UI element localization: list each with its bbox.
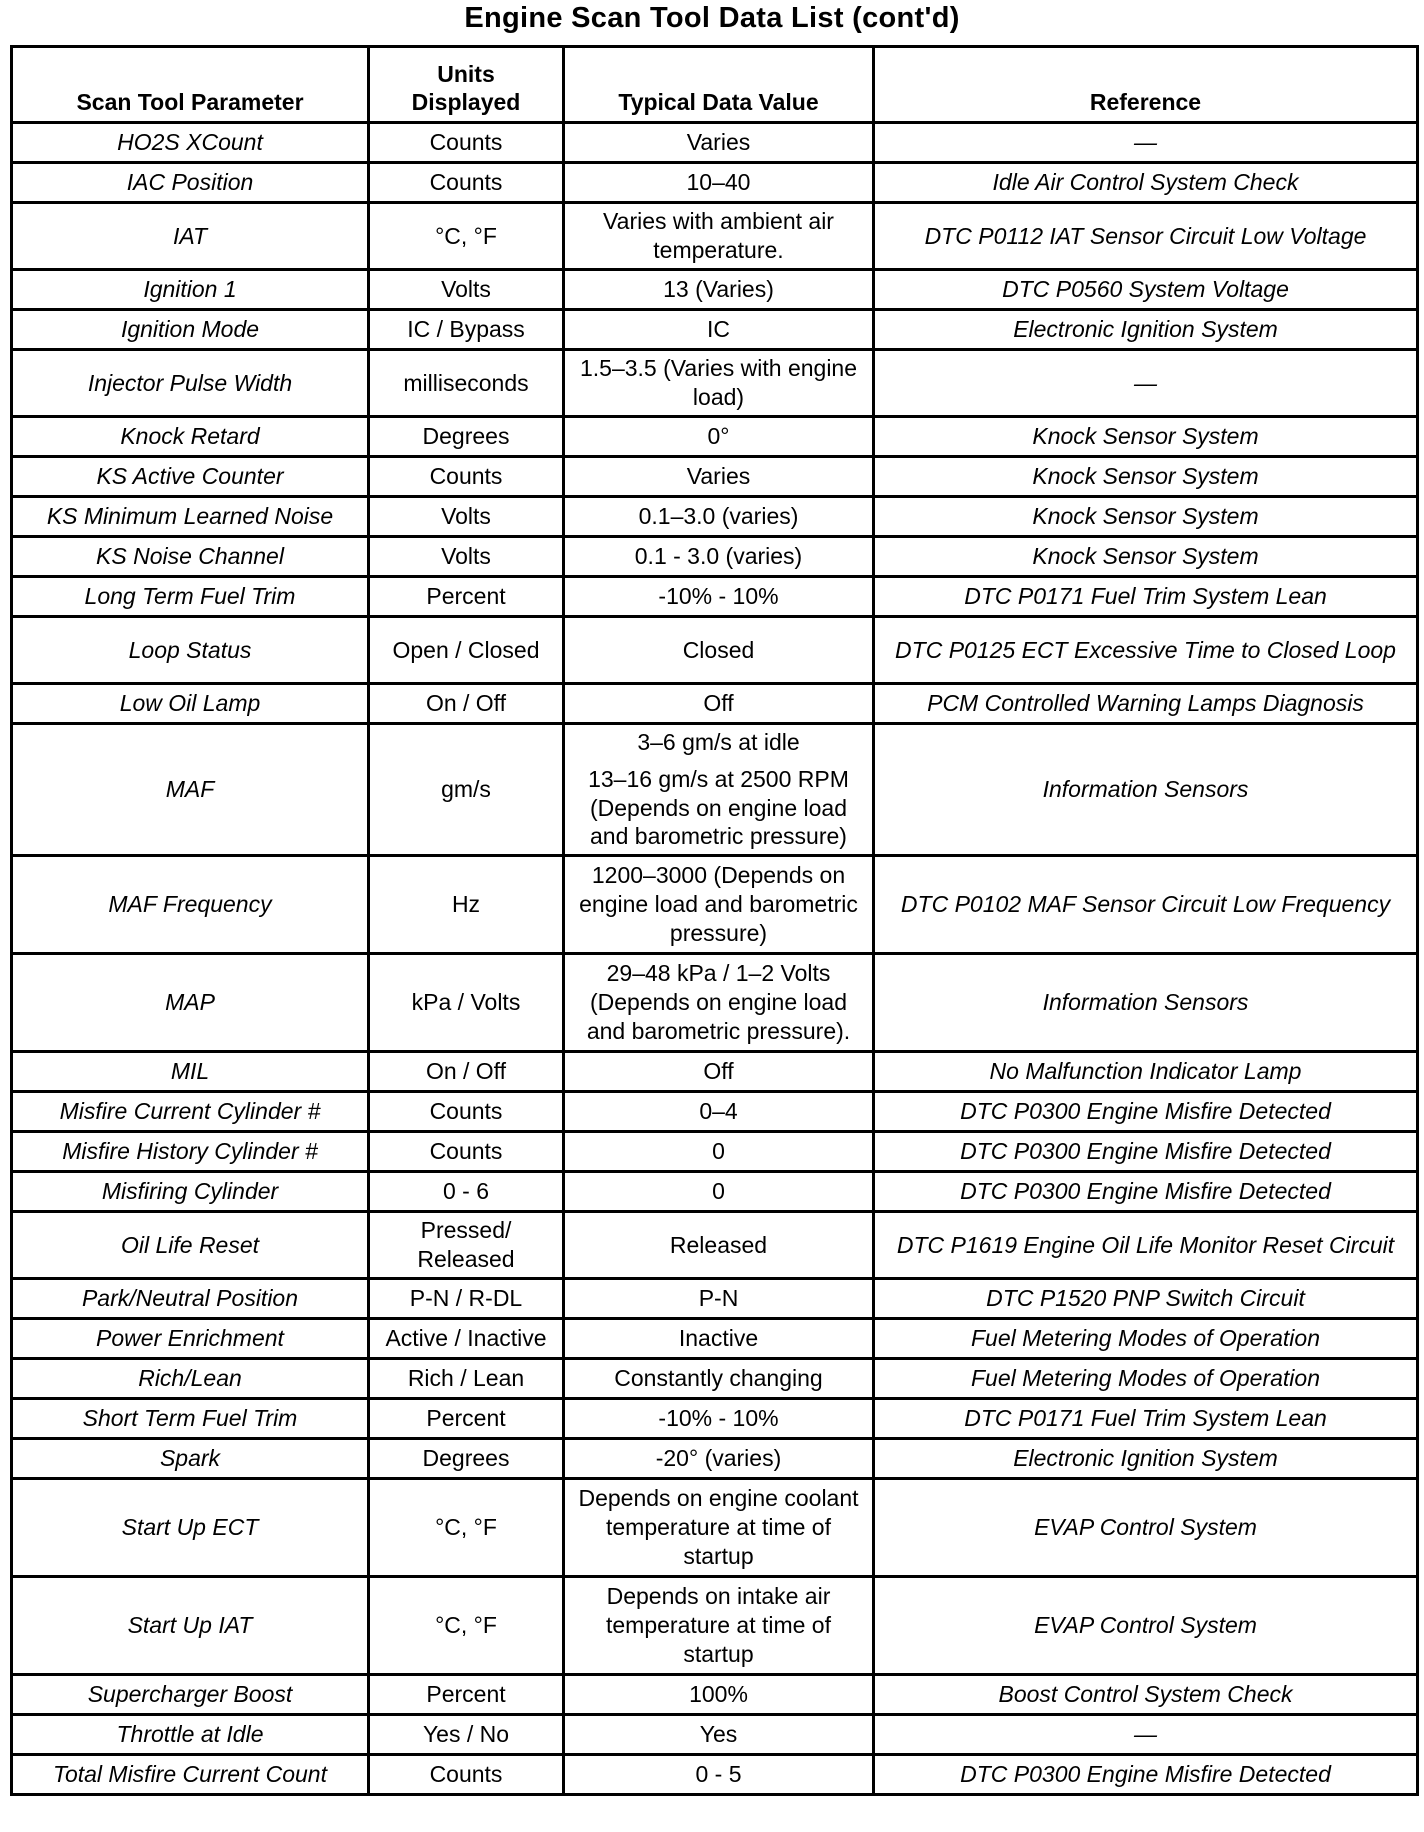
param-cell: Spark bbox=[12, 1439, 369, 1479]
typical-value-cell: 0.1 - 3.0 (varies) bbox=[564, 537, 874, 577]
table-row bbox=[12, 1052, 1418, 1092]
param-cell: KS Noise Channel bbox=[12, 537, 369, 577]
reference-cell: DTC P0560 System Voltage bbox=[874, 270, 1418, 310]
reference-cell: DTC P0171 Fuel Trim System Lean bbox=[874, 1399, 1418, 1439]
reference-cell: DTC P0300 Engine Misfire Detected bbox=[874, 1092, 1418, 1132]
param-cell: Oil Life Reset bbox=[12, 1212, 369, 1279]
units-cell: Counts bbox=[369, 163, 564, 203]
column-header-reference: Reference bbox=[874, 47, 1418, 123]
typical-value-cell: Depends on engine coolant temperature at time of startup bbox=[564, 1479, 874, 1577]
reference-cell: Electronic Ignition System bbox=[874, 1439, 1418, 1479]
units-cell: Hz bbox=[369, 856, 564, 954]
table-row bbox=[12, 1319, 1418, 1359]
typical-value-cell: 1.5–3.5 (Varies with engine load) bbox=[564, 350, 874, 417]
typical-value-cell: 29–48 kPa / 1–2 Volts (Depends on engine load and barometric pressure). bbox=[564, 954, 874, 1052]
typical-value-cell: 1200–3000 (Depends on engine load and barometric pressure) bbox=[564, 856, 874, 954]
typical-value-cell: 0 - 5 bbox=[564, 1755, 874, 1795]
typical-value-line: 13–16 gm/s at 2500 RPM (Depends on engine load and barometric pressure) bbox=[588, 765, 849, 850]
table-row bbox=[12, 270, 1418, 310]
units-cell: Degrees bbox=[369, 1439, 564, 1479]
param-cell: Injector Pulse Width bbox=[12, 350, 369, 417]
table-row bbox=[12, 1479, 1418, 1577]
typical-value-cell: -20° (varies) bbox=[564, 1439, 874, 1479]
column-header-param: Scan Tool Parameter bbox=[12, 47, 369, 123]
param-cell: Throttle at Idle bbox=[12, 1715, 369, 1755]
units-cell: On / Off bbox=[369, 684, 564, 724]
param-cell: Knock Retard bbox=[12, 417, 369, 457]
reference-cell: Knock Sensor System bbox=[874, 457, 1418, 497]
units-cell: Percent bbox=[369, 577, 564, 617]
typical-value-cell: 0° bbox=[564, 417, 874, 457]
typical-value-cell: 0–4 bbox=[564, 1092, 874, 1132]
typical-value-cell: 0 bbox=[564, 1132, 874, 1172]
param-cell: MAP bbox=[12, 954, 369, 1052]
units-cell: °C, °F bbox=[369, 1577, 564, 1675]
reference-cell: Boost Control System Check bbox=[874, 1675, 1418, 1715]
table-row bbox=[12, 577, 1418, 617]
reference-cell: Electronic Ignition System bbox=[874, 310, 1418, 350]
typical-value-cell: Varies bbox=[564, 123, 874, 163]
table-row bbox=[12, 457, 1418, 497]
typical-value-cell: Constantly changing bbox=[564, 1359, 874, 1399]
typical-value-cell: P-N bbox=[564, 1279, 874, 1319]
column-header-typical: Typical Data Value bbox=[564, 47, 874, 123]
reference-cell: DTC P0125 ECT Excessive Time to Closed Loop bbox=[874, 617, 1418, 684]
table-row bbox=[12, 954, 1418, 1052]
param-cell: Supercharger Boost bbox=[12, 1675, 369, 1715]
header-row bbox=[12, 47, 1418, 123]
table-row bbox=[12, 1212, 1418, 1279]
table-row bbox=[12, 724, 1418, 856]
units-cell: Percent bbox=[369, 1675, 564, 1715]
units-cell: Yes / No bbox=[369, 1715, 564, 1755]
typical-value-cell: Closed bbox=[564, 617, 874, 684]
table-row bbox=[12, 1172, 1418, 1212]
reference-cell: Idle Air Control System Check bbox=[874, 163, 1418, 203]
table-row bbox=[12, 1715, 1418, 1755]
units-cell: Volts bbox=[369, 537, 564, 577]
table-row bbox=[12, 1675, 1418, 1715]
reference-cell: — bbox=[874, 123, 1418, 163]
reference-cell: Fuel Metering Modes of Operation bbox=[874, 1359, 1418, 1399]
column-header-units bbox=[369, 47, 564, 123]
param-cell: MAF Frequency bbox=[12, 856, 369, 954]
reference-cell: Information Sensors bbox=[874, 724, 1418, 856]
typical-value-line: 3–6 gm/s at idle bbox=[637, 729, 800, 755]
units-cell: On / Off bbox=[369, 1052, 564, 1092]
units-cell: P-N / R-DL bbox=[369, 1279, 564, 1319]
reference-cell: Fuel Metering Modes of Operation bbox=[874, 1319, 1418, 1359]
param-cell: Park/Neutral Position bbox=[12, 1279, 369, 1319]
param-cell: Short Term Fuel Trim bbox=[12, 1399, 369, 1439]
reference-cell: DTC P0112 IAT Sensor Circuit Low Voltage bbox=[874, 203, 1418, 270]
typical-value-cell: 0.1–3.0 (varies) bbox=[564, 497, 874, 537]
reference-cell: DTC P1619 Engine Oil Life Monitor Reset Circuit bbox=[874, 1212, 1418, 1279]
table-row bbox=[12, 856, 1418, 954]
units-cell: Counts bbox=[369, 1092, 564, 1132]
units-cell: Active / Inactive bbox=[369, 1319, 564, 1359]
typical-value-cell: 13 (Varies) bbox=[564, 270, 874, 310]
typical-value-cell: IC bbox=[564, 310, 874, 350]
units-cell: Counts bbox=[369, 1132, 564, 1172]
reference-cell: Information Sensors bbox=[874, 954, 1418, 1052]
reference-cell: PCM Controlled Warning Lamps Diagnosis bbox=[874, 684, 1418, 724]
reference-cell: No Malfunction Indicator Lamp bbox=[874, 1052, 1418, 1092]
units-cell: Counts bbox=[369, 123, 564, 163]
table-row bbox=[12, 1092, 1418, 1132]
typical-value-cell bbox=[564, 724, 874, 856]
param-cell: MIL bbox=[12, 1052, 369, 1092]
param-cell: Start Up IAT bbox=[12, 1577, 369, 1675]
param-cell: Start Up ECT bbox=[12, 1479, 369, 1577]
column-header-units-line1: Units bbox=[437, 60, 495, 87]
typical-value-cell: Depends on intake air temperature at time of startup bbox=[564, 1577, 874, 1675]
table-row bbox=[12, 203, 1418, 270]
typical-value-cell: -10% - 10% bbox=[564, 577, 874, 617]
units-cell: Counts bbox=[369, 457, 564, 497]
table-row bbox=[12, 537, 1418, 577]
units-cell: Open / Closed bbox=[369, 617, 564, 684]
typical-value-cell: Off bbox=[564, 1052, 874, 1092]
param-cell: Misfiring Cylinder bbox=[12, 1172, 369, 1212]
param-cell: IAC Position bbox=[12, 163, 369, 203]
param-cell: Total Misfire Current Count bbox=[12, 1755, 369, 1795]
reference-cell: EVAP Control System bbox=[874, 1577, 1418, 1675]
typical-value-cell: -10% - 10% bbox=[564, 1399, 874, 1439]
typical-value-cell: Off bbox=[564, 684, 874, 724]
param-cell: Loop Status bbox=[12, 617, 369, 684]
units-cell: 0 - 6 bbox=[369, 1172, 564, 1212]
table-row bbox=[12, 350, 1418, 417]
reference-cell: — bbox=[874, 1715, 1418, 1755]
param-cell: Ignition 1 bbox=[12, 270, 369, 310]
table-row bbox=[12, 497, 1418, 537]
reference-cell: EVAP Control System bbox=[874, 1479, 1418, 1577]
typical-value-cell: Varies with ambient air temperature. bbox=[564, 203, 874, 270]
table-row bbox=[12, 163, 1418, 203]
page-title: Engine Scan Tool Data List (cont'd) bbox=[464, 2, 960, 34]
param-cell: Low Oil Lamp bbox=[12, 684, 369, 724]
reference-cell: DTC P0300 Engine Misfire Detected bbox=[874, 1132, 1418, 1172]
typical-value-cell: 100% bbox=[564, 1675, 874, 1715]
reference-cell: DTC P0102 MAF Sensor Circuit Low Frequency bbox=[874, 856, 1418, 954]
units-cell: Pressed/ Released bbox=[369, 1212, 564, 1279]
reference-cell: DTC P0171 Fuel Trim System Lean bbox=[874, 577, 1418, 617]
param-cell: Misfire History Cylinder # bbox=[12, 1132, 369, 1172]
param-cell: KS Active Counter bbox=[12, 457, 369, 497]
param-cell: Rich/Lean bbox=[12, 1359, 369, 1399]
reference-cell: DTC P0300 Engine Misfire Detected bbox=[874, 1755, 1418, 1795]
reference-cell: — bbox=[874, 350, 1418, 417]
table-row bbox=[12, 1359, 1418, 1399]
units-cell: Volts bbox=[369, 497, 564, 537]
units-cell: gm/s bbox=[369, 724, 564, 856]
typical-value-cell: Varies bbox=[564, 457, 874, 497]
table-row bbox=[12, 1755, 1418, 1795]
table-row bbox=[12, 617, 1418, 684]
param-cell: Ignition Mode bbox=[12, 310, 369, 350]
table-row bbox=[12, 1577, 1418, 1675]
units-cell: °C, °F bbox=[369, 1479, 564, 1577]
param-cell: HO2S XCount bbox=[12, 123, 369, 163]
units-cell: kPa / Volts bbox=[369, 954, 564, 1052]
scan-tool-data-table bbox=[10, 45, 1419, 1796]
units-cell: Volts bbox=[369, 270, 564, 310]
param-cell: KS Minimum Learned Noise bbox=[12, 497, 369, 537]
typical-value-cell: Yes bbox=[564, 1715, 874, 1755]
units-cell: °C, °F bbox=[369, 203, 564, 270]
units-cell: Percent bbox=[369, 1399, 564, 1439]
param-cell: Misfire Current Cylinder # bbox=[12, 1092, 369, 1132]
table-row bbox=[12, 1399, 1418, 1439]
reference-cell: Knock Sensor System bbox=[874, 497, 1418, 537]
units-cell: Counts bbox=[369, 1755, 564, 1795]
reference-cell: DTC P1520 PNP Switch Circuit bbox=[874, 1279, 1418, 1319]
units-cell: IC / Bypass bbox=[369, 310, 564, 350]
column-header-units-line2: Displayed bbox=[411, 89, 521, 116]
table-row bbox=[12, 1132, 1418, 1172]
units-cell: Degrees bbox=[369, 417, 564, 457]
param-cell: IAT bbox=[12, 203, 369, 270]
param-cell: MAF bbox=[12, 724, 369, 856]
table-row bbox=[12, 417, 1418, 457]
table-row bbox=[12, 1439, 1418, 1479]
typical-value-cell: Released bbox=[564, 1212, 874, 1279]
typical-value-cell: Inactive bbox=[564, 1319, 874, 1359]
typical-value-cell: 0 bbox=[564, 1172, 874, 1212]
param-cell: Power Enrichment bbox=[12, 1319, 369, 1359]
table-row bbox=[12, 1279, 1418, 1319]
param-cell: Long Term Fuel Trim bbox=[12, 577, 369, 617]
reference-cell: DTC P0300 Engine Misfire Detected bbox=[874, 1172, 1418, 1212]
table-row bbox=[12, 684, 1418, 724]
units-cell: Rich / Lean bbox=[369, 1359, 564, 1399]
reference-cell: Knock Sensor System bbox=[874, 417, 1418, 457]
reference-cell: Knock Sensor System bbox=[874, 537, 1418, 577]
table-row bbox=[12, 123, 1418, 163]
units-cell: milliseconds bbox=[369, 350, 564, 417]
typical-value-cell: 10–40 bbox=[564, 163, 874, 203]
table-row bbox=[12, 310, 1418, 350]
